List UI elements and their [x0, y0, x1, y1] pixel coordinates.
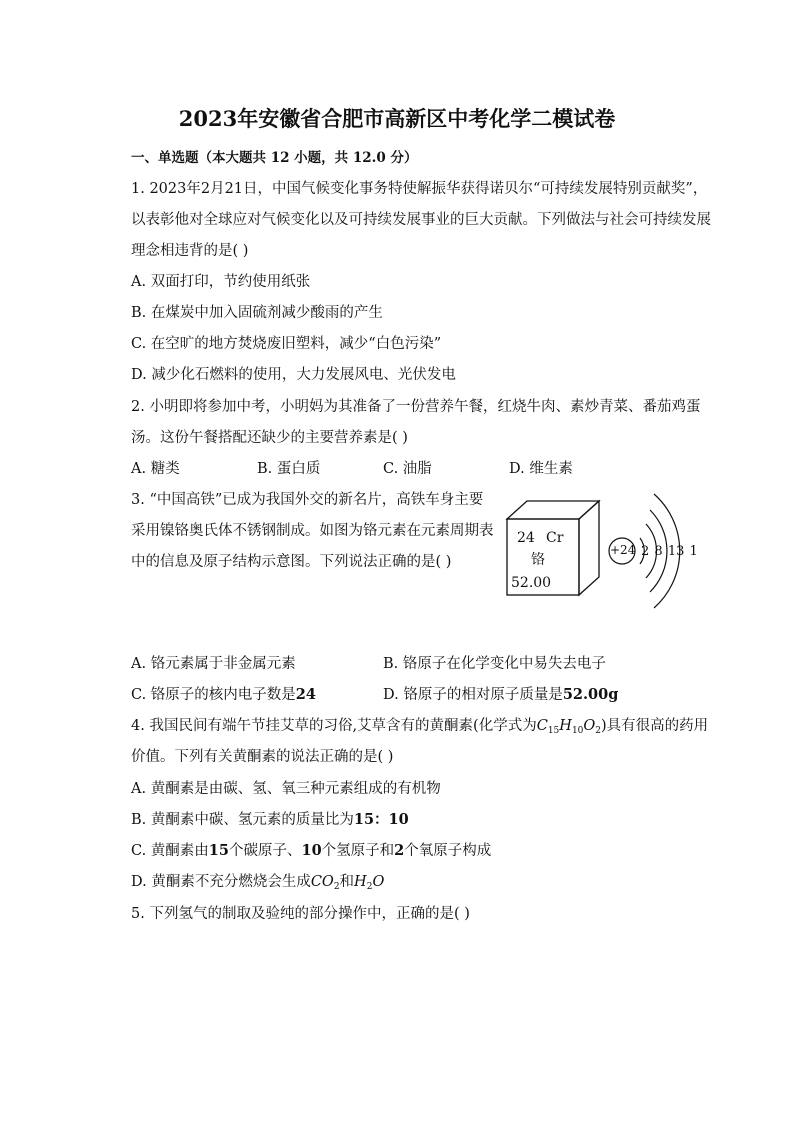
element-card-figure	[503, 489, 603, 597]
shell-3: 13	[667, 544, 685, 559]
q4-formula: $C_{15}H_{10}O_2$	[536, 718, 602, 736]
q4-option-d: D. 黄酮素不充分燃烧会生成$CO_2$和$H_2O$	[131, 874, 385, 892]
q3-line-2: 采用镍铬奥氏体不锈钢制成。如图为铬元素在元素周期表	[131, 523, 494, 539]
q4-option-c: C. 黄酮素由15个碳原子、10个氢原子和2个氧原子构成	[131, 842, 492, 859]
section-header: 一、单选题（本大题共 12 小题，共 12.0 分）	[131, 150, 418, 166]
q1-option-c: C. 在空旷的地方焚烧废旧塑料，减少“白色污染”	[131, 336, 442, 352]
q2-line-2: 汤。这份午餐搭配还缺少的主要营养素是( )	[131, 430, 408, 446]
q1-line-3: 理念相违背的是( )	[131, 243, 249, 259]
q3-option-a: A. 铬元素属于非金属元素	[131, 656, 296, 672]
q2-option-b: B. 蛋白质	[257, 461, 321, 477]
q1-option-a: A. 双面打印，节约使用纸张	[131, 274, 311, 290]
element-name: 铬	[531, 552, 545, 568]
atom-nucleus-charge: +24	[610, 543, 636, 557]
element-symbol: Cr	[546, 530, 564, 546]
q1-line-1: 1. 2023年2月21日，中国气候变化事务特使解振华获得诺贝尔“可持续发展特别贡献奖”，	[131, 181, 708, 197]
q4-line-1: 4. 我国民间有端午节挂艾草的习俗,艾草含有的黄酮素(化学式为$C_{15}H_{10}O_2$)具有很高的药用	[131, 718, 709, 736]
shell-2: 8	[654, 544, 663, 559]
q1-option-b: B. 在煤炭中加入固硫剂减少酸雨的产生	[131, 305, 383, 321]
co2-formula: $CO_2$	[310, 874, 340, 892]
q2-option-c: C. 油脂	[383, 461, 432, 477]
h2o-formula: $H_2O$	[354, 874, 385, 892]
q1-option-d: D. 减少化石燃料的使用，大力发展风电、光伏发电	[131, 367, 456, 383]
q2-option-d: D. 维生素	[509, 461, 573, 477]
q3-option-b: B. 铬原子在化学变化中易失去电子	[383, 656, 606, 672]
shell-1: 2	[641, 544, 650, 559]
q3-option-c-value: 24	[295, 686, 316, 703]
q2-line-1: 2. 小明即将参加中考，小明妈为其准备了一份营养午餐，红烧牛肉、素炒青菜、番茄鸡蛋	[131, 399, 701, 415]
q3-option-c: C. 铬原子的核内电子数是24	[131, 686, 316, 703]
q2-option-a: A. 糖类	[131, 461, 180, 477]
q5-line-1: 5. 下列氢气的制取及验纯的部分操作中，正确的是( )	[131, 906, 470, 922]
shell-4: 1	[689, 544, 698, 559]
q3-line-1: 3. “中国高铁”已成为我国外交的新名片，高铁车身主要	[131, 492, 484, 508]
atom-structure-figure	[600, 488, 700, 614]
element-atomic-number: 24	[517, 530, 535, 546]
q4-line-2: 价值。下列有关黄酮素的说法正确的是( )	[131, 749, 394, 765]
element-atomic-mass: 52.00	[511, 575, 552, 591]
q3-line-3: 中的信息及原子结构示意图。下列说法正确的是( )	[131, 554, 452, 570]
page-title: 2023年安徽省合肥市高新区中考化学二模试卷	[178, 106, 616, 131]
q4-option-b: B. 黄酮素中碳、氢元素的质量比为15：10	[131, 811, 409, 828]
atom-electron-shells	[641, 544, 698, 559]
q1-line-2: 以表彰他对全球应对气候变化以及可持续发展事业的巨大贡献。下列做法与社会可持续发展	[131, 212, 711, 228]
q3-option-d: D. 铬原子的相对原子质量是52.00g	[383, 686, 619, 703]
q4-option-a: A. 黄酮素是由碳、氢、氧三种元素组成的有机物	[131, 781, 441, 797]
q3-option-d-value: 52.00g	[562, 686, 619, 703]
